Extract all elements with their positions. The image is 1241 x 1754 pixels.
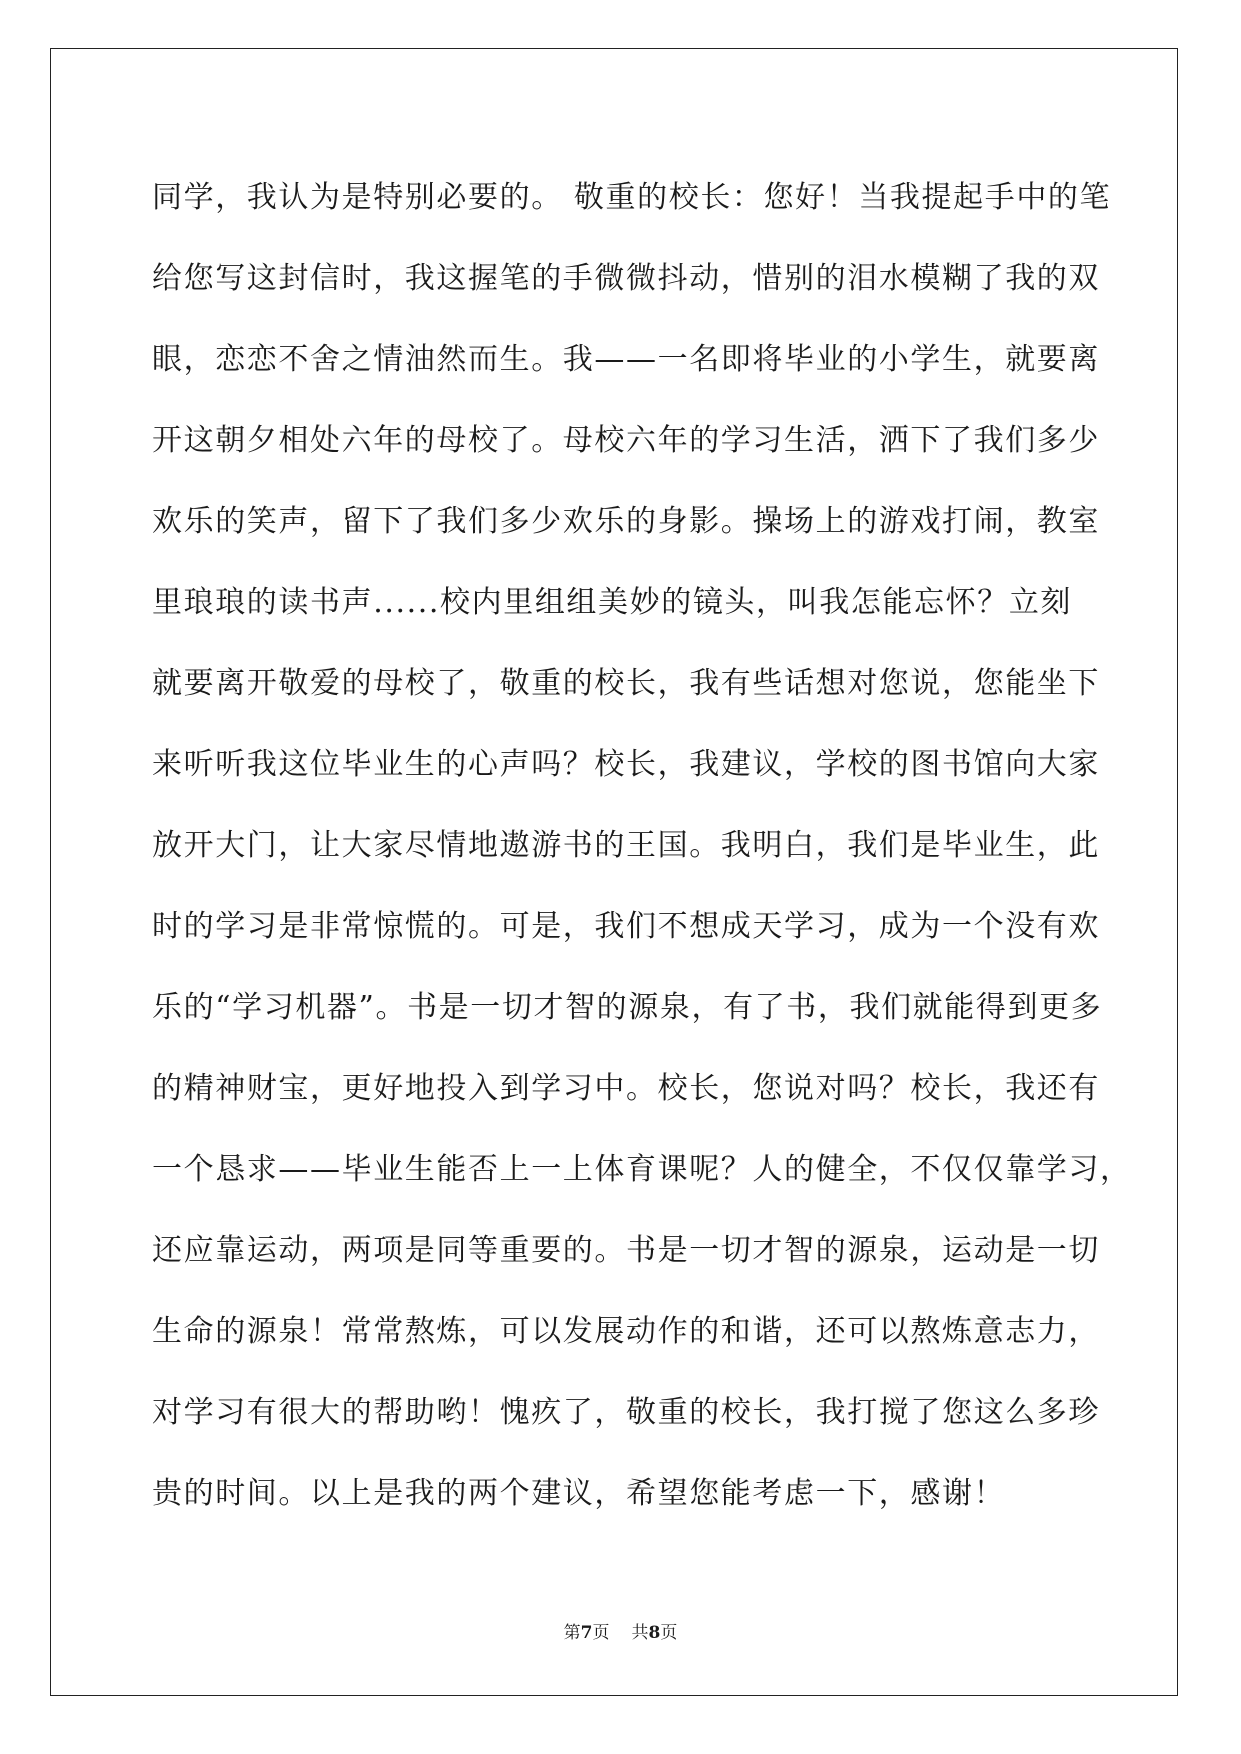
text-line: 还应靠运动，两项是同等重要的。书是一切才智的源泉，运动是一切: [152, 1233, 1100, 1268]
text-line: 贵的时间。以上是我的两个建议，希望您能考虑一下，感谢！: [152, 1476, 1006, 1511]
text-line: 同学，我认为是特别必要的。 敬重的校长：您好！当我提起手中的笔: [152, 180, 1112, 215]
total-suffix: 页: [660, 1623, 678, 1643]
text-line: 乐的“学习机器”。书是一切才智的源泉，有了书，我们就能得到更多: [152, 990, 1103, 1025]
text-line: 时的学习是非常惊慌的。可是，我们不想成天学习，成为一个没有欢: [152, 909, 1100, 944]
text-line: 来听听我这位毕业生的心声吗？校长，我建议，学校的图书馆向大家: [152, 747, 1100, 782]
page-suffix: 页: [592, 1623, 610, 1643]
text-line: 对学习有很大的帮助哟！愧疚了，敬重的校长，我打搅了您这么多珍: [152, 1395, 1100, 1430]
current-page: 7: [580, 1623, 593, 1643]
text-line: 里琅琅的读书声......校内里组组美妙的镜头，叫我怎能忘怀？立刻: [152, 585, 1073, 620]
total-pages: 8: [648, 1623, 661, 1643]
text-line: 一个恳求——毕业生能否上一上体育课呢？人的健全，不仅仅靠学习，: [152, 1152, 1132, 1187]
text-line: 开这朝夕相处六年的母校了。母校六年的学习生活，洒下了我们多少: [152, 423, 1100, 458]
letter-body: [152, 157, 1132, 1534]
text-line: 生命的源泉！常常熬炼，可以发展动作的和谐，还可以熬炼意志力，: [152, 1314, 1100, 1349]
text-line: 就要离开敬爱的母校了，敬重的校长，我有些话想对您说，您能坐下: [152, 666, 1100, 701]
page-prefix: 第: [563, 1623, 581, 1643]
page-number: [564, 1623, 610, 1643]
text-line: 欢乐的笑声，留下了我们多少欢乐的身影。操场上的游戏打闹，教室: [152, 504, 1100, 539]
page-total: [632, 1623, 678, 1643]
text-line: 眼，恋恋不舍之情油然而生。我——一名即将毕业的小学生，就要离: [152, 342, 1100, 377]
page-footer: [0, 1618, 1241, 1643]
total-prefix: 共: [631, 1623, 649, 1643]
text-line: 的精神财宝，更好地投入到学习中。校长，您说对吗？校长，我还有: [152, 1071, 1100, 1106]
text-line: 放开大门，让大家尽情地遨游书的王国。我明白，我们是毕业生，此: [152, 828, 1100, 863]
text-line: 给您写这封信时，我这握笔的手微微抖动，惜别的泪水模糊了我的双: [152, 261, 1100, 296]
